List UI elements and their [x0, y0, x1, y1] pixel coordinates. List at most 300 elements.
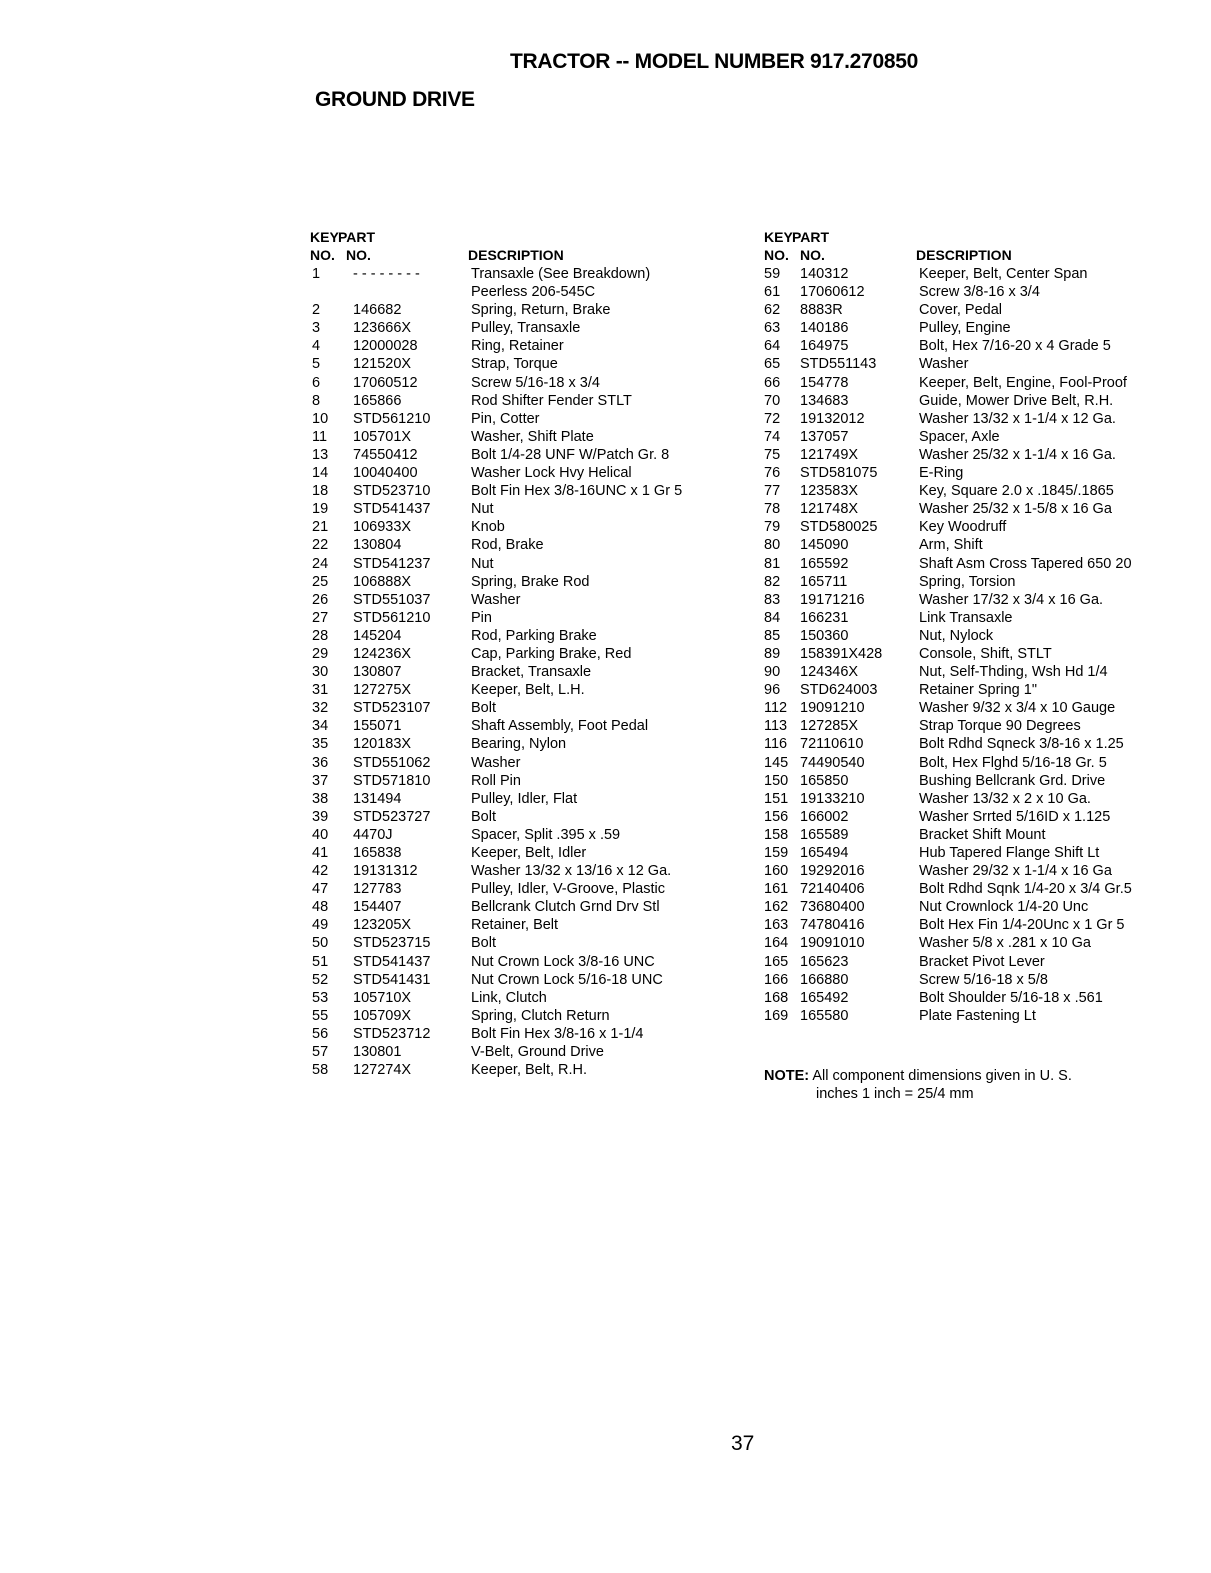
part-no: 105709X — [353, 1007, 412, 1024]
part-no: 165494 — [800, 845, 849, 861]
key-no: 6 — [312, 374, 321, 391]
part-no: 4470J — [353, 826, 393, 843]
key-no: 55 — [312, 1007, 329, 1024]
key-no: 96 — [764, 682, 781, 699]
part-no: 19131312 — [353, 863, 418, 880]
part-row — [310, 826, 730, 844]
part-no: 72110610 — [800, 736, 864, 753]
key-no: 84 — [764, 609, 781, 626]
part-no: 165492 — [800, 989, 849, 1006]
description-header: DESCRIPTION — [468, 247, 564, 263]
part-no: 165850 — [800, 772, 849, 789]
part-no: 17060512 — [353, 374, 418, 391]
dimension-note — [764, 1067, 1072, 1103]
part-description: Link, Clutch — [471, 989, 547, 1006]
part-row — [764, 428, 1204, 446]
part-row — [764, 337, 1204, 355]
key-no: 47 — [312, 881, 329, 898]
key-no: 62 — [764, 302, 781, 319]
part-row — [764, 609, 1204, 627]
part-description: Transaxle (See Breakdown) — [471, 266, 651, 282]
part-description: Bracket, Transaxle — [471, 664, 592, 681]
part-no: 106888X — [353, 573, 412, 590]
part-row — [310, 717, 730, 735]
key-no: 39 — [312, 808, 329, 825]
part-description: Washer, Shift Plate — [471, 428, 594, 445]
part-description: Console, Shift, STLT — [919, 645, 1052, 662]
part-no: 166002 — [800, 808, 849, 825]
part-no: 127274X — [353, 1062, 412, 1079]
part-row — [764, 717, 1204, 735]
part-no: 121749X — [800, 446, 859, 463]
key-no: 85 — [764, 627, 781, 644]
part-no: 145090 — [800, 537, 849, 554]
part-description: Pin, Cotter — [471, 410, 540, 427]
key-no: 156 — [764, 808, 789, 825]
part-no: STD523715 — [353, 935, 431, 952]
key-no: 59 — [764, 266, 781, 282]
key-no: 29 — [312, 645, 329, 662]
part-description: Washer Lock Hvy Helical — [471, 465, 632, 482]
part-no: 154778 — [800, 374, 849, 391]
part-no: 74780416 — [800, 917, 865, 934]
part-row — [764, 319, 1204, 337]
part-no: - - - - - - - - — [353, 266, 420, 282]
key-no: 166 — [764, 971, 789, 988]
part-no: 19171216 — [800, 591, 865, 608]
part-row — [310, 265, 730, 283]
part-description: Keeper, Belt, Engine, Fool-Proof — [919, 374, 1127, 391]
part-no: 146682 — [353, 302, 402, 319]
part-row — [764, 1007, 1204, 1025]
part-no: 154407 — [353, 899, 402, 916]
part-no-header: NO. — [800, 247, 825, 263]
parts-list-left — [310, 228, 730, 1079]
part-no: 127783 — [353, 881, 402, 898]
key-no: 82 — [764, 573, 781, 590]
part-row — [310, 319, 730, 337]
key-no: 58 — [312, 1062, 329, 1079]
parts-list-header — [310, 228, 730, 265]
key-no: 57 — [312, 1044, 329, 1061]
part-row — [764, 536, 1204, 554]
key-no: 19 — [312, 501, 329, 518]
part-description: Nut — [471, 501, 494, 518]
part-row — [764, 844, 1204, 862]
key-no: 64 — [764, 338, 781, 355]
page-number: 37 — [731, 1432, 755, 1455]
part-description: Bushing Bellcrank Grd. Drive — [919, 772, 1106, 789]
part-description: Bolt Shoulder 5/16-18 x .561 — [919, 989, 1103, 1006]
part-description: Washer 25/32 x 1-1/4 x 16 Ga. — [919, 446, 1116, 463]
part-no: STD624003 — [800, 682, 878, 699]
part-row — [764, 591, 1204, 609]
part-row — [310, 645, 730, 663]
part-no: 17060612 — [800, 284, 865, 301]
part-row — [310, 301, 730, 319]
part-no: 121748X — [800, 501, 859, 518]
part-no: STD523712 — [353, 1025, 431, 1042]
part-no: 19132012 — [800, 410, 865, 427]
part-no: STD541437 — [353, 501, 431, 518]
parts-list-right — [764, 228, 1204, 1025]
key-no: 70 — [764, 392, 781, 409]
key-no: 27 — [312, 609, 329, 626]
part-row — [764, 464, 1204, 482]
key-no: 164 — [764, 935, 789, 952]
part-no: STD580025 — [800, 519, 878, 536]
part-no: 106933X — [353, 519, 412, 536]
part-row — [310, 536, 730, 554]
part-row — [764, 754, 1204, 772]
part-description: Bolt, Hex Flghd 5/16-18 Gr. 5 — [919, 754, 1107, 771]
key-no: 145 — [764, 754, 789, 771]
key-no: 90 — [764, 664, 781, 681]
part-description: Cover, Pedal — [919, 302, 1003, 319]
part-no: 19292016 — [800, 863, 865, 880]
part-description: Washer 13/32 x 1-1/4 x 12 Ga. — [919, 410, 1116, 427]
part-row — [310, 591, 730, 609]
key-no: 30 — [312, 664, 329, 681]
part-description: Bolt Fin Hex 3/8-16 x 1-1/4 — [471, 1025, 644, 1042]
part-no-header: NO. — [346, 247, 371, 263]
part-no: 165589 — [800, 826, 849, 843]
part-row — [764, 681, 1204, 699]
part-row — [764, 663, 1204, 681]
part-row — [764, 880, 1204, 898]
part-row — [310, 699, 730, 717]
part-no: 123583X — [800, 483, 859, 500]
part-description: Strap Torque 90 Degrees — [919, 718, 1081, 735]
part-no: STD523710 — [353, 483, 431, 500]
part-description: Spring, Return, Brake — [471, 302, 611, 319]
key-no: 49 — [312, 917, 329, 934]
part-row — [764, 645, 1204, 663]
part-no: 127285X — [800, 718, 859, 735]
part-row — [310, 1043, 730, 1061]
part-row — [764, 989, 1204, 1007]
part-row — [764, 934, 1204, 952]
part-row — [310, 392, 730, 410]
part-no: 166880 — [800, 971, 849, 988]
key-no: 11 — [312, 428, 328, 445]
part-description: Knob — [471, 519, 505, 536]
part-description: Washer 17/32 x 3/4 x 16 Ga. — [919, 591, 1104, 608]
part-description: Bolt, Hex 7/16-20 x 4 Grade 5 — [919, 338, 1111, 355]
key-no: 42 — [312, 863, 329, 880]
part-description: Key Woodruff — [919, 519, 1007, 536]
part-no: STD523107 — [353, 700, 431, 717]
part-row — [310, 464, 730, 482]
part-row — [310, 428, 730, 446]
part-row — [764, 808, 1204, 826]
part-header: PART — [338, 229, 376, 245]
part-row — [764, 916, 1204, 934]
key-no: 48 — [312, 899, 329, 916]
part-row — [764, 301, 1204, 319]
part-description: Plate Fastening Lt — [919, 1007, 1036, 1024]
part-no: 8883R — [800, 302, 843, 319]
part-description: Screw 3/8-16 x 3/4 — [919, 284, 1040, 301]
key-header: KEY — [310, 229, 339, 245]
part-description: Washer — [471, 754, 521, 771]
part-no: 130801 — [353, 1044, 402, 1061]
part-description: Bolt Rdhd Sqneck 3/8-16 x 1.25 — [919, 736, 1124, 753]
part-row — [764, 555, 1204, 573]
key-no: 165 — [764, 953, 789, 970]
part-description: Nut — [471, 555, 494, 572]
part-row — [310, 663, 730, 681]
key-no: 22 — [312, 537, 329, 554]
part-description: Rod Shifter Fender STLT — [471, 392, 632, 409]
part-description: Nut Crownlock 1/4-20 Unc — [919, 899, 1089, 916]
key-no: 162 — [764, 899, 789, 916]
part-row — [310, 971, 730, 989]
part-description: Bolt — [471, 935, 496, 952]
part-no: 165711 — [800, 573, 848, 590]
part-row — [764, 735, 1204, 753]
part-description: V-Belt, Ground Drive — [471, 1044, 604, 1061]
key-no: 77 — [764, 483, 781, 500]
part-row — [764, 392, 1204, 410]
part-no: STD551037 — [353, 591, 431, 608]
part-row — [310, 500, 730, 518]
key-no: 10 — [312, 410, 329, 427]
part-no: STD581075 — [800, 465, 878, 482]
part-row — [310, 844, 730, 862]
part-no: 120183X — [353, 736, 412, 753]
key-no: 150 — [764, 772, 789, 789]
part-row — [310, 410, 730, 428]
part-description: Pulley, Transaxle — [471, 320, 581, 337]
key-no: 163 — [764, 917, 789, 934]
part-row — [310, 283, 730, 301]
part-no: 165866 — [353, 392, 402, 409]
part-row — [764, 482, 1204, 500]
part-no: 72140406 — [800, 881, 865, 898]
part-no: STD541437 — [353, 953, 431, 970]
key-no: 61 — [764, 284, 781, 301]
part-row — [310, 790, 730, 808]
part-row — [764, 355, 1204, 373]
part-row — [310, 934, 730, 952]
part-description: Keeper, Belt, Idler — [471, 845, 587, 861]
key-no: 32 — [312, 700, 329, 717]
part-row — [764, 573, 1204, 591]
part-description: Ring, Retainer — [471, 338, 564, 355]
part-description: Spring, Torsion — [919, 573, 1016, 590]
part-no: 140186 — [800, 320, 849, 337]
key-no: 21 — [312, 519, 329, 536]
key-no: 169 — [764, 1007, 789, 1024]
part-no: 121520X — [353, 356, 412, 373]
part-row — [310, 808, 730, 826]
part-description: Spring, Clutch Return — [471, 1007, 610, 1024]
part-no: 19091010 — [800, 935, 865, 952]
part-no: 150360 — [800, 627, 849, 644]
key-no: 40 — [312, 826, 329, 843]
part-description: Spring, Brake Rod — [471, 573, 590, 590]
key-no: 37 — [312, 772, 329, 789]
part-no: 10040400 — [353, 465, 418, 482]
part-row — [310, 1061, 730, 1079]
part-description: Key, Square 2.0 x .1845/.1865 — [919, 483, 1114, 500]
part-no: 130807 — [353, 664, 402, 681]
part-no: STD551062 — [353, 754, 431, 771]
part-row — [764, 971, 1204, 989]
part-no: STD541431 — [353, 971, 431, 988]
key-no: 13 — [312, 446, 329, 463]
key-no: 78 — [764, 501, 781, 518]
part-description: Nut, Nylock — [919, 627, 994, 644]
key-no: 3 — [312, 320, 321, 337]
description-header: DESCRIPTION — [916, 247, 1012, 263]
part-description: Bearing, Nylon — [471, 736, 567, 753]
page-title: TRACTOR -- MODEL NUMBER 917.270850 — [510, 50, 918, 73]
part-row — [310, 482, 730, 500]
part-description: Rod, Brake — [471, 537, 544, 554]
part-no: 19091210 — [800, 700, 865, 717]
key-no: 161 — [764, 881, 789, 898]
key-no: 24 — [312, 555, 329, 572]
key-no: 66 — [764, 374, 781, 391]
part-description: E-Ring — [919, 465, 964, 482]
part-description: Bolt Fin Hex 3/8-16UNC x 1 Gr 5 — [471, 483, 683, 500]
key-no: 79 — [764, 519, 781, 536]
part-description: Shaft Assembly, Foot Pedal — [471, 718, 649, 735]
part-description: Washer 29/32 x 1-1/4 x 16 Ga — [919, 863, 1112, 880]
part-no: 73680400 — [800, 899, 865, 916]
part-row — [310, 518, 730, 536]
part-row — [310, 754, 730, 772]
part-no: 158391X428 — [800, 645, 883, 662]
part-no: 165623 — [800, 953, 849, 970]
part-description: Bellcrank Clutch Grnd Drv Stl — [471, 899, 660, 916]
part-no: 140312 — [800, 266, 849, 282]
part-description: Screw 5/16-18 x 3/4 — [471, 374, 600, 391]
part-row — [764, 699, 1204, 717]
part-description: Pin — [471, 609, 492, 626]
key-no: 63 — [764, 320, 781, 337]
part-description: Bolt — [471, 700, 496, 717]
part-description: Bolt Rdhd Sqnk 1/4-20 x 3/4 Gr.5 — [919, 881, 1132, 898]
part-no: 124346X — [800, 664, 859, 681]
part-row — [310, 681, 730, 699]
key-no: 25 — [312, 573, 329, 590]
part-description: Washer 5/8 x .281 x 10 Ga — [919, 935, 1091, 952]
key-no: 83 — [764, 591, 781, 608]
key-no: 74 — [764, 428, 781, 445]
part-no: 105701X — [353, 428, 412, 445]
parts-rows — [310, 265, 730, 1079]
part-no: 19133210 — [800, 790, 865, 807]
part-no: STD561210 — [353, 410, 431, 427]
part-no: 137057 — [800, 428, 849, 445]
part-description: Washer 25/32 x 1-5/8 x 16 Ga — [919, 501, 1112, 518]
part-description: Nut Crown Lock 3/8-16 UNC — [471, 953, 655, 970]
part-row — [764, 953, 1204, 971]
part-description: Spacer, Axle — [919, 428, 1000, 445]
part-no: 155071 — [353, 718, 402, 735]
part-row — [310, 953, 730, 971]
part-description: Bolt 1/4-28 UNF W/Patch Gr. 8 — [471, 446, 670, 463]
part-description: Hub Tapered Flange Shift Lt — [919, 845, 1100, 861]
key-no: 14 — [312, 465, 329, 482]
key-header: KEY — [764, 229, 793, 245]
part-row — [310, 337, 730, 355]
part-no: 165580 — [800, 1007, 849, 1024]
part-row — [310, 374, 730, 392]
part-description: Link Transaxle — [919, 609, 1013, 626]
part-description: Keeper, Belt, Center Span — [919, 266, 1088, 282]
part-description: Bracket Pivot Lever — [919, 953, 1045, 970]
part-description: Bracket Shift Mount — [919, 826, 1046, 843]
part-description: Retainer Spring 1" — [919, 682, 1037, 699]
part-row — [310, 627, 730, 645]
part-row — [764, 898, 1204, 916]
key-no-header: NO. — [764, 247, 789, 263]
part-no: 105710X — [353, 989, 412, 1006]
part-no: 145204 — [353, 627, 402, 644]
part-row — [310, 555, 730, 573]
part-row — [764, 772, 1204, 790]
note-text-line2: inches 1 inch = 25/4 mm — [816, 1086, 974, 1102]
part-description: Rod, Parking Brake — [471, 627, 597, 644]
part-no: STD551143 — [800, 356, 877, 373]
key-no: 81 — [764, 555, 781, 572]
key-no: 116 — [764, 736, 788, 753]
parts-rows — [764, 265, 1204, 1025]
part-description: Shaft Asm Cross Tapered 650 20 — [919, 555, 1132, 572]
part-description: Nut, Self-Thding, Wsh Hd 1/4 — [919, 664, 1108, 681]
part-no: 165592 — [800, 555, 849, 572]
key-no: 34 — [312, 718, 329, 735]
part-description: Washer 13/32 x 2 x 10 Ga. — [919, 790, 1091, 807]
part-header: PART — [792, 229, 830, 245]
key-no: 36 — [312, 754, 329, 771]
part-description: Pulley, Idler, V-Groove, Plastic — [471, 881, 665, 898]
key-no: 1 — [312, 266, 321, 282]
key-no: 31 — [312, 682, 329, 699]
key-no: 4 — [312, 338, 321, 355]
part-row — [764, 446, 1204, 464]
part-row — [764, 500, 1204, 518]
part-description: Keeper, Belt, L.H. — [471, 682, 585, 699]
part-row — [310, 862, 730, 880]
part-no: STD541237 — [353, 555, 431, 572]
part-row — [310, 609, 730, 627]
part-row — [310, 916, 730, 934]
note-text-line1: All component dimensions given in U. S. — [812, 1068, 1072, 1084]
key-no: 18 — [312, 483, 329, 500]
part-row — [764, 374, 1204, 392]
key-no: 52 — [312, 971, 329, 988]
part-description: Strap, Torque — [471, 356, 558, 373]
part-no: STD561210 — [353, 609, 431, 626]
part-description: Washer 9/32 x 3/4 x 10 Gauge — [919, 700, 1116, 717]
key-no: 72 — [764, 410, 781, 427]
part-no: 124236X — [353, 645, 412, 662]
key-no: 112 — [764, 700, 788, 717]
part-description: Bolt Hex Fin 1/4-20Unc x 1 Gr 5 — [919, 917, 1125, 934]
part-description: Pulley, Engine — [919, 320, 1011, 337]
part-row — [310, 355, 730, 373]
part-row — [764, 862, 1204, 880]
part-row — [310, 772, 730, 790]
key-no: 65 — [764, 356, 781, 373]
key-no: 158 — [764, 826, 789, 843]
part-row — [764, 518, 1204, 536]
